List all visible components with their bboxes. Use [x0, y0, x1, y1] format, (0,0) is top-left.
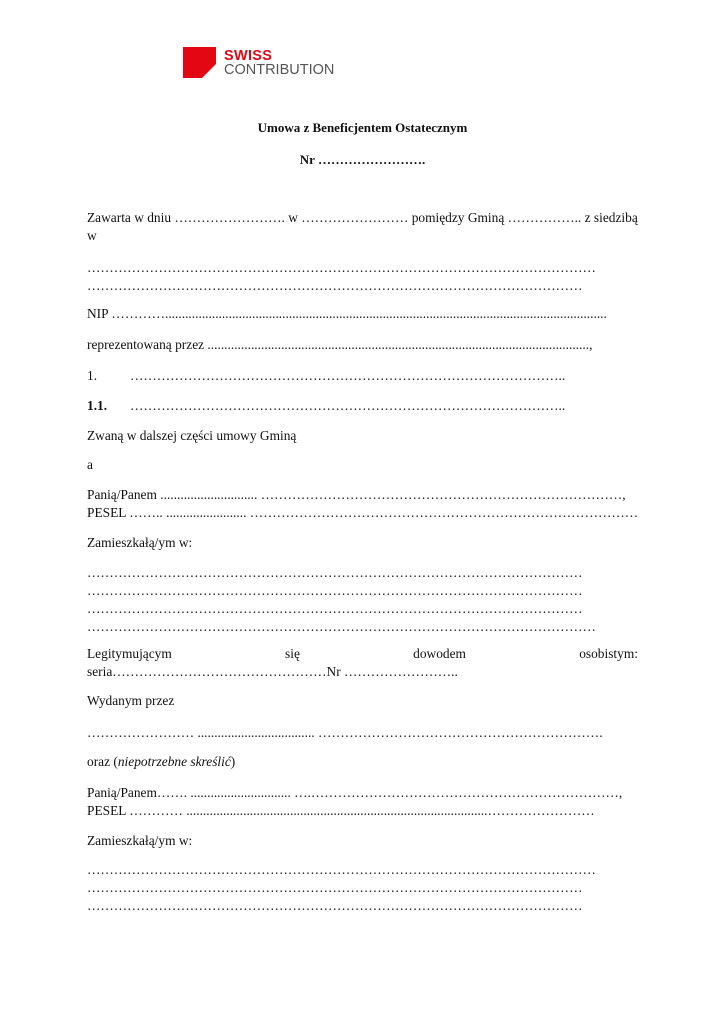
- issued-line: …………………… ................................... ……………………………………………………….: [87, 725, 603, 740]
- item-1-1-dots: ……………………………………………………………………………………..: [130, 398, 566, 413]
- logo-line-1: SWISS: [224, 47, 273, 64]
- id-word-3: dowodem: [413, 646, 466, 661]
- intro-line-2: w: [87, 228, 97, 243]
- id-series-line: seria…………………………………………Nr ……………………..: [87, 664, 458, 679]
- person-1-residence-dots-1: …………………………………………………………………………………………………: [87, 565, 583, 580]
- person-2-pesel-line: PESEL ………… ..........................................................................................……………………: [87, 803, 595, 818]
- item-1-dots: ……………………………………………………………………………………..: [130, 368, 566, 383]
- person-1-residence-dots-3: …………………………………………………………………………………………………: [87, 601, 583, 616]
- swiss-contribution-logo: [183, 47, 334, 78]
- issued-label: Wydanym przez: [87, 693, 175, 708]
- person-2-residence-label: Zamieszkałą/ym w:: [87, 833, 193, 848]
- person-1-name-line: Panią/Panem ............................. ………………………………………………………………………,: [87, 487, 626, 502]
- id-word-1: Legitymującym: [87, 646, 172, 661]
- person-2-residence-dots-2: …………………………………………………………………………………………………: [87, 880, 583, 895]
- or-italic-note: niepotrzebne skreślić: [117, 754, 231, 769]
- intro-line-1: Zawarta w dniu ……………………. w …………………… pomiędzy Gminą …………….. z siedzibą: [87, 210, 638, 225]
- id-word-2: się: [285, 646, 300, 661]
- logo-line-2: CONTRIBUTION: [224, 61, 335, 78]
- person-1-residence-dots-4: ……………………………………………………………………………………………………: [87, 619, 596, 634]
- seat-dots-2: …………………………………………………………………………………………………: [87, 278, 583, 293]
- item-1-1-number: 1.1.: [87, 398, 108, 413]
- id-word-4: osobistym:: [579, 646, 638, 661]
- person-1-residence-dots-2: …………………………………………………………………………………………………: [87, 583, 583, 598]
- document-title: Umowa z Beneficjentem Ostatecznym: [257, 120, 468, 135]
- document-number: Nr …………………….: [299, 152, 426, 167]
- id-line: [87, 646, 638, 662]
- or-prefix: oraz (: [87, 754, 118, 769]
- or-line: [87, 754, 235, 770]
- gmina-label: Zwaną w dalszej części umowy Gminą: [87, 428, 297, 443]
- and-text: a: [87, 457, 93, 472]
- person-2-residence-dots-3: …………………………………………………………………………………………………: [87, 898, 583, 913]
- person-2-residence-dots-1: ……………………………………………………………………………………………………: [87, 862, 596, 877]
- person-2-name-line: Panią/Panem……. .............................. ….……………………………………………………………,: [87, 785, 623, 800]
- seat-dots-1: ……………………………………………………………………………………………………: [87, 260, 596, 275]
- item-1-number: 1.: [87, 368, 98, 383]
- swiss-cross-icon: [183, 47, 216, 78]
- person-1-residence-label: Zamieszkałą/ym w:: [87, 535, 193, 550]
- person-1-pesel-line: PESEL …….. ........................ ……………………………………………………………………………: [87, 505, 639, 520]
- nip-line: NIP …………....................................................................................................................................: [87, 306, 607, 321]
- represented-by-line: reprezentowaną przez ..................................................................................................................,: [87, 337, 593, 352]
- or-suffix: ): [230, 754, 236, 769]
